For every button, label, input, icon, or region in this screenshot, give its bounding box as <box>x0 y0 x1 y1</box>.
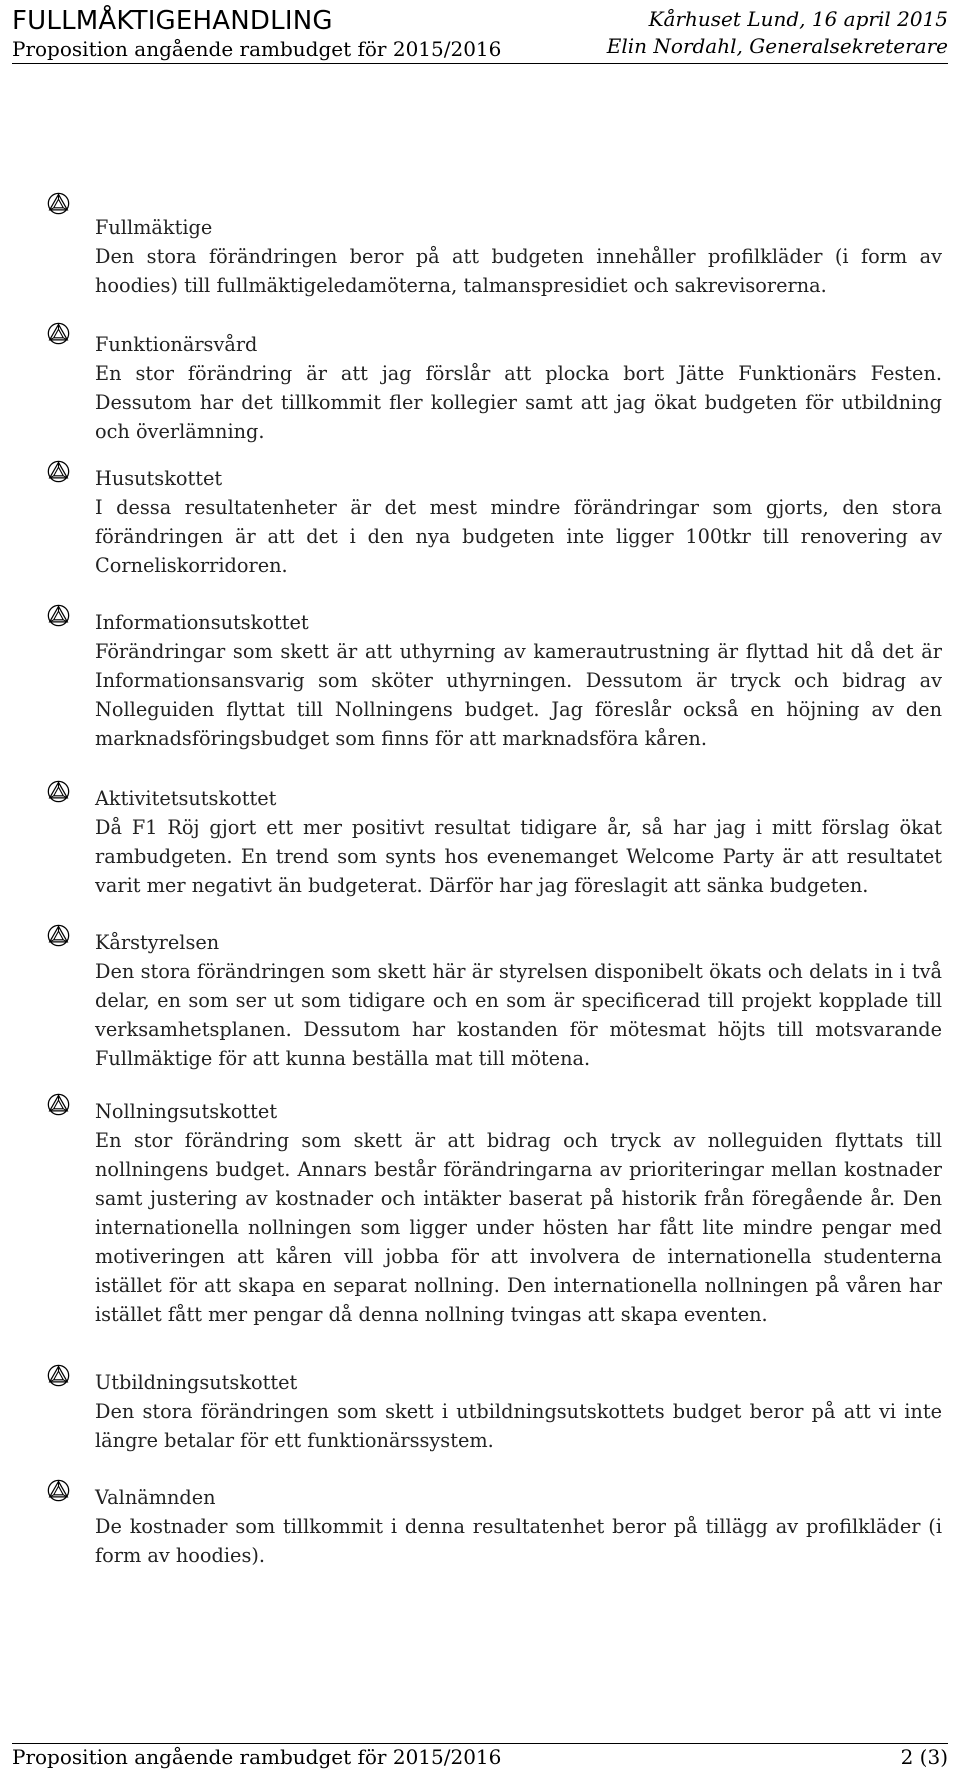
document-title: FULLMÅKTIGEHANDLING <box>12 6 333 36</box>
page-number: 2 (3) <box>900 1745 948 1769</box>
section-list <box>0 216 960 1573</box>
section-funktionarsvard <box>0 330 960 464</box>
header-left <box>12 6 501 62</box>
triangle-knot-icon <box>47 322 70 345</box>
triangle-knot-icon <box>47 1364 70 1387</box>
triangle-knot-icon <box>47 1093 70 1116</box>
section-heading: Husutskottet <box>95 467 223 490</box>
section-heading: Nollningsutskottet <box>95 1100 278 1123</box>
place-date: Kårhuset Lund, 16 april 2015 <box>648 7 948 31</box>
section-heading: Funktionärsvård <box>95 333 258 356</box>
section-heading: Informationsutskottet <box>95 611 309 634</box>
section-body: Den stora förändringen som skett i utbildningsutskottets budget beror på att vi inte längre betalar för ett funktionärssystem. <box>95 1400 942 1452</box>
section-heading: Aktivitetsutskottet <box>95 787 277 810</box>
section-husutskottet <box>0 464 960 608</box>
section-aktivitetsutskottet <box>0 784 960 928</box>
footer-rule <box>12 1743 948 1744</box>
header-rule <box>12 63 948 64</box>
section-karstyrelsen <box>0 928 960 1097</box>
section-nollningsutskottet <box>0 1097 960 1368</box>
section-body: En stor förändring som skett är att bidrag och tryck av nolleguiden flyttats till nollningens budget. Annars består förändringarna av prioriteringar mellan kostnader samt justering av kostnader och intäkter baserat på historik från föregående år. Den internationella nollningen som ligger under hösten har fått lite mindre pengar med motiveringen att kåren vill jobba för att involvera de internationella studenterna istället för att skapa en separat nollning. Den internationella nollningen på våren har istället fått mer pengar då denna nollning tvingas att skapa eventen. <box>95 1129 942 1326</box>
header-right <box>607 6 948 60</box>
author: Elin Nordahl, Generalsekreterare <box>606 34 948 58</box>
section-body: De kostnader som tillkommit i denna resultatenhet beror på tillägg av profilkläder (i form av hoodies). <box>95 1515 942 1567</box>
section-valnamnden <box>0 1483 960 1573</box>
triangle-knot-icon <box>47 604 70 627</box>
section-body: Den stora förändringen beror på att budgeten innehåller profilkläder (i form av hoodies) till fullmäktigeledamöterna, talmanspresidiet och sakrevisorerna. <box>95 245 942 297</box>
section-body: I dessa resultatenheter är det mest mindre förändringar som gjorts, den stora förändringen är att det i den nya budgeten inte ligger 100tkr till renovering av Corneliskorridoren. <box>95 496 942 577</box>
section-body: En stor förändring är att jag förslår att plocka bort Jätte Funktionärs Festen. Dessutom har det tillkommit fler kollegier samt att jag ökat budgeten för utbildning och överlämning. <box>95 362 942 443</box>
page-header <box>12 0 948 64</box>
triangle-knot-icon <box>47 460 70 483</box>
section-heading: Kårstyrelsen <box>95 931 220 954</box>
triangle-knot-icon <box>47 192 70 215</box>
page-footer <box>12 1745 948 1771</box>
section-heading: Valnämnden <box>95 1486 216 1509</box>
section-heading: Utbildningsutskottet <box>95 1371 298 1394</box>
section-body: Förändringar som skett är att uthyrning av kamerautrustning är flyttad hit då det är Informationsansvarig som sköter uthyrningen. Dessutom är tryck och bidrag av Nolleguiden flyttat till Nollningens budget. Jag föreslår också en höjning av den marknadsföringsbudget som finns för att marknadsföra kåren. <box>95 640 942 750</box>
document-subtitle: Proposition angående rambudget för 2015/2016 <box>12 37 502 61</box>
footer-title: Proposition angående rambudget för 2015/2016 <box>12 1745 502 1769</box>
section-body: Då F1 Röj gjort ett mer positivt resultat tidigare år, så har jag i mitt förslag ökat rambudgeten. En trend som synts hos evenemanget Welcome Party är att resultatet varit mer negativt än budgeterat. Därför har jag föreslagit att sänka budgeten. <box>95 816 942 897</box>
section-utbildningsutskottet <box>0 1368 960 1483</box>
section-body: Den stora förändringen som skett här är styrelsen disponibelt ökats och delats in i två delar, en som ser ut som tidigare och en som är specificerad till projekt kopplade till verksamhetsplanen. Dessutom har kostanden för mötesmat höjts till motsvarande Fullmäktige för att kunna beställa mat till mötena. <box>95 960 942 1070</box>
section-informationsutskottet <box>0 608 960 784</box>
triangle-knot-icon <box>47 1479 70 1502</box>
triangle-knot-icon <box>47 780 70 803</box>
section-heading: Fullmäktige <box>95 216 213 239</box>
section-fullmaktige <box>0 213 960 342</box>
triangle-knot-icon <box>47 924 70 947</box>
